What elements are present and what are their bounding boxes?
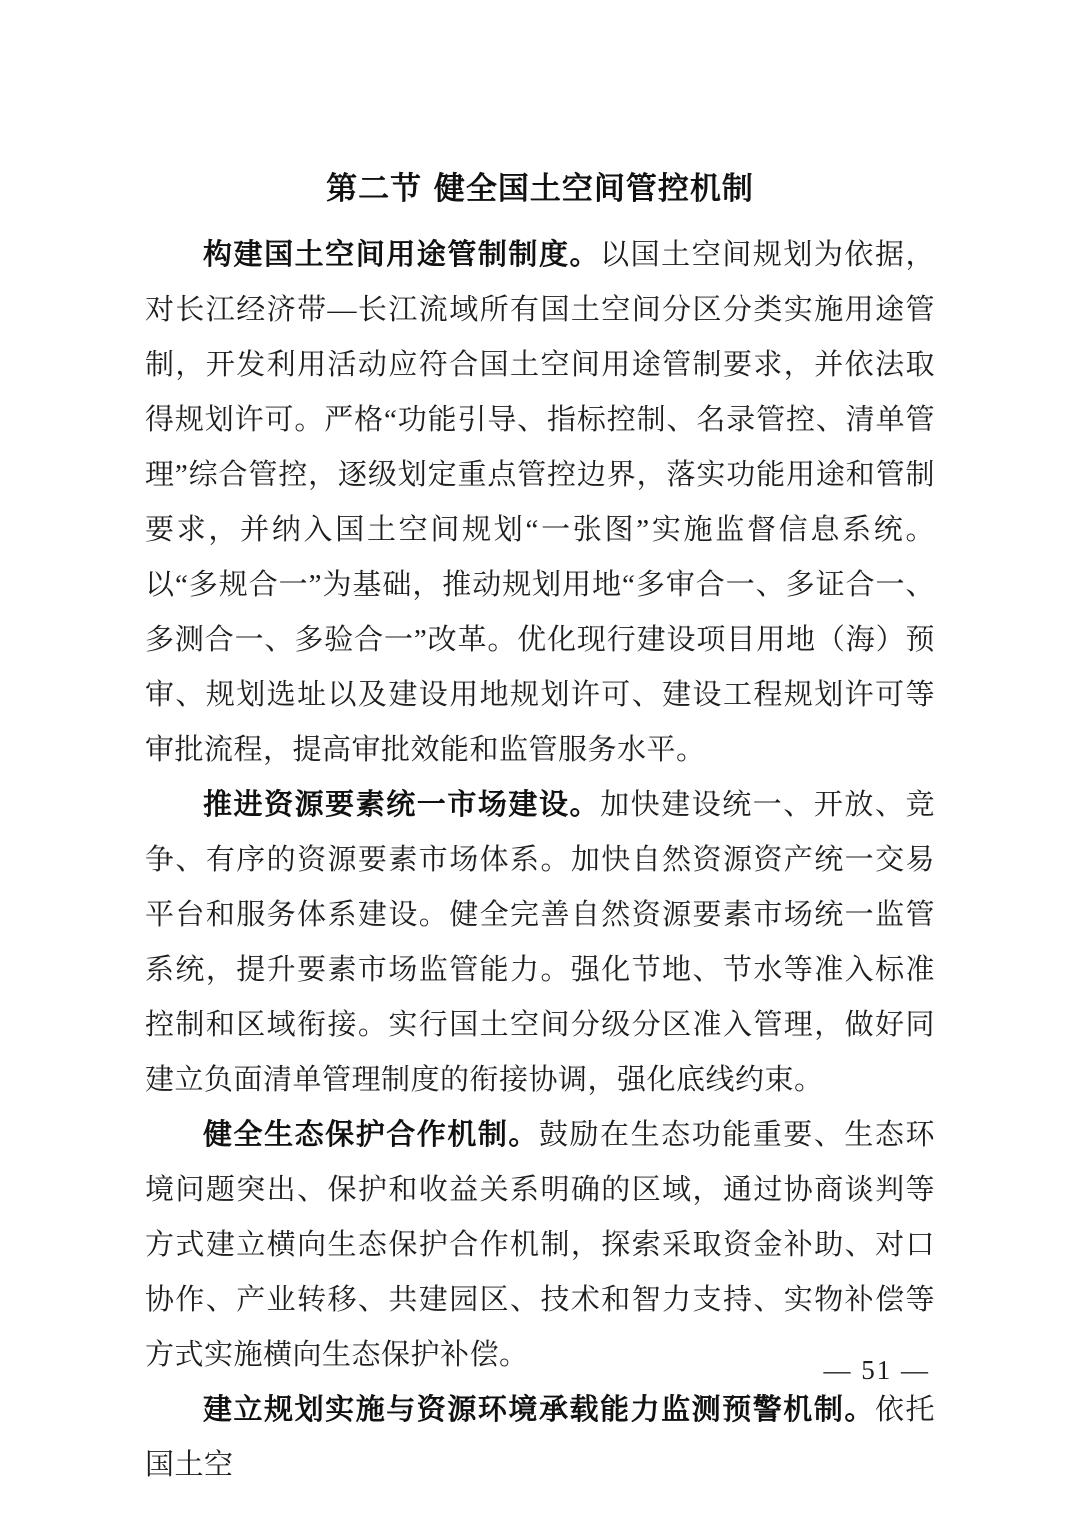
document-body bbox=[145, 228, 935, 1493]
paragraph-text: 以国土空间规划为依据，对长江经济带—长江流域所有国土空间分区分类实施用途管制，开发利用活动应符合国土空间用途管制要求，并依法取得规划许可。严格“功能引导、指标控制、名录管控、清单管理”综合管控，逐级划定重点管控边界，落实功能用途和管制要求，并纳入国土空间规划“一张图”实施监督信息系统。以“多规合一”为基础，推动规划用地“多审合一、多证合一、多测合一、多验合一”改革。优化现行建设项目用地（海）预审、规划选址以及建设用地规划许可、建设工程规划许可等审批流程，提高审批效能和监管服务水平。 bbox=[145, 239, 935, 766]
paragraph-lead: 构建国土空间用途管制制度。 bbox=[203, 239, 601, 271]
paragraph-text: 加快建设统一、开放、竞争、有序的资源要素市场体系。加快自然资源资产统一交易平台和服务体系建设。健全完善自然资源要素市场统一监管系统，提升要素市场监管能力。强化节地、节水等准入标准控制和区域衔接。实行国土空间分级分区准入管理，做好同建立负面清单管理制度的衔接协调，强化底线约束。 bbox=[145, 789, 935, 1096]
paragraph-text: 依托国土空 bbox=[145, 1394, 935, 1481]
page-number-label: — 51 — bbox=[823, 1355, 930, 1385]
paragraph bbox=[145, 778, 935, 1108]
page-number bbox=[824, 1355, 931, 1386]
paragraph-lead: 健全生态保护合作机制。 bbox=[203, 1119, 539, 1151]
paragraph-lead: 推进资源要素统一市场建设。 bbox=[203, 789, 601, 821]
paragraph bbox=[145, 1108, 935, 1383]
paragraph-lead: 建立规划实施与资源环境承载能力监测预警机制。 bbox=[203, 1394, 875, 1426]
section-title: 第二节 健全国土空间管控机制 bbox=[326, 171, 754, 207]
paragraph bbox=[145, 1383, 935, 1493]
paragraph-text: 鼓励在生态功能重要、生态环境问题突出、保护和收益关系明确的区域，通过协商谈判等方式建立横向生态保护合作机制，探索采取资金补助、对口协作、产业转移、共建园区、技术和智力支持、实物补偿等方式实施横向生态保护补偿。 bbox=[145, 1119, 935, 1371]
paragraph bbox=[145, 228, 935, 778]
